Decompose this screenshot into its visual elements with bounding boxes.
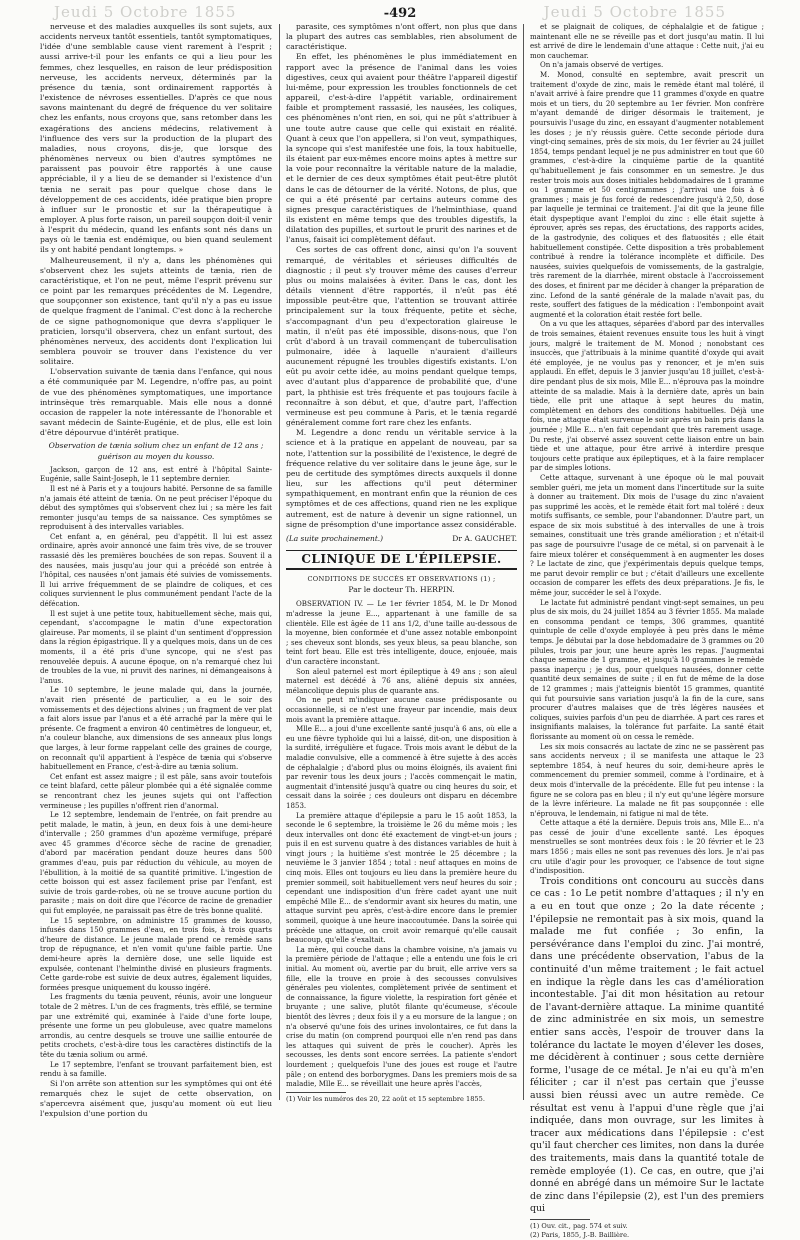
paragraph: Le 12 septembre, lendemain de l'entrée, on fait prendre au petit malade, le matin, à jeun, en deux fois à une demi-heure d'intervalle ; 250 grammes d'un apozème vermifuge, préparé avec 45 grammes d'écorce sèche de racine de grenadier, d'abord par macération pendant douze heures dans 500 grammes d'eau, puis par réduction du véhicule, au moyen de l'ébullition, à la moitié de sa quantité primitive. L'ingestion de cette boisson qui est assez facilement prise par l'enfant, est suivie de trois garde-robes, où ne se trouve aucune portion du parasite ; mais on doit dire que l'écorce de racine de grenadier qui fut employée, ne paraissait pas être de très bonne qualité. — [40, 810, 272, 916]
paragraph: La mère, qui couche dans la chambre voisine, n'a jamais vu la première période de l'attaque ; elle a entendu une fois le cri initial. Au moment où, avertie par du bruit, elle arrive vers sa fille, elle la trouve en proie à des secousses convulsives générales peu violentes, complètement privée de sentiment et de connaissance, la figure violette, la respiration fort gênée et bruyante ; une salive, plutôt filante qu'écumeuse, s'écoule bientôt des lèvres ; deux fois il y a eu morsure de la langue ; on n'a observé qu'une fois des urines involontaires, ce fut dans la crise du matin (on comprend pourquoi elle n'en rend pas dans les attaques qui suivent de près le coucher). Après les secousses, les dents sont encore serrées. La patiente s'endort lourdement ; quelquefois l'une des joues est rouge et l'autre pâle ; on entend des borborygmes. Dans les premiers mois de sa maladie, Mlle E... se réveillait une heure après l'accès, — [286, 944, 517, 1089]
article-signature — [286, 534, 517, 544]
paragraph: Il est sujet à une petite toux, habituellement sèche, mais qui, cependant, s'accompagne le matin d'une expectoration glaireuse. Par moments, il se plaint d'un sentiment d'oppression dans la région épigastrique. Il y a quelques mois, dans un de ces moments, il a été pris d'une syncope, qui ne s'est pas renouvelée depuis. A aucune époque, on n'a remarqué chez lui de troubles de la vue, ni pruvit des narines, ni démangeaisons à l'anus. — [40, 608, 272, 685]
paragraph: Cet enfant a, en général, peu d'appétit. Il lui est assez ordinaire, après avoir annoncé une faim très vive, de se trouver rassasié dès les premières bouchées de son repas. Souvent il a des nausées, mais jusqu'au jour qui a précédé son entrée à l'hôpital, ces nausées n'ont jamais été suivies de vomissements. Il lui arrive fréquemment de se plaindre de coliques, et ces coliques surviennent le plus communément pendant l'acte de la défécation. — [40, 531, 272, 609]
bleed-through-header-right: Jeudi 5 Octobre 1855 — [543, 3, 726, 21]
section-rule — [286, 568, 517, 570]
section-rule — [286, 550, 517, 551]
observation-caption: Observation de tænia solium chez un enfant de 12 ans ; guérison au moyen du kousso. — [48, 441, 264, 461]
column-2 — [286, 22, 517, 1102]
paragraph: Les six mois consacrés au lactate de zinc ne se passèrent pas sans accidents nerveux ; il se manifesta une attaque le 23 septembre 1854, à neuf heures du soir, demi-heure après le commencement du premier sommeil, comme à l'ordinaire, et à deux mois d'intervalle de la précédente. Elle fut peu intense : la figure ne se colora pas en bleu ; il n'y eut qu'une légère morsure de la lèvre inférieure. La malade ne fit pas soupçonnée : elle n'éprouva, le lendemain, ni fatigue ni mal de tête. — [530, 741, 764, 818]
paragraph: Mlle E... a joui d'une excellente santé jusqu'à 6 ans, où elle a eu une fièvre typhoïde qui lui a laissé, dit-on, une disposition à la surdité, irrégulière et fugace. Trois mois avant le début de la maladie convulsive, elle a commencé à être sujette à des accès de céphalalgie ; d'abord plus ou moins éloignés, ils avaient fini par revenir tous les deux jours ; l'accès commençait le matin, augmentait d'intensité jusqu'à quatre ou cinq heures du soir, et cessait dans la soirée ; ces douleurs ont disparu en décembre 1853. — [286, 724, 517, 810]
paragraph: Malheureusement, il n'y a, dans les phénomènes qui s'observent chez les sujets atteints de tænia, rien de caractéristique, et l'on ne peut, même l'esprit prévenu sur ce point par les remarques précédentes de M. Legendre, que soupçonner son existence, tant qu'il n'y a pas eu issue de quelque fragment de l'animal. C'est donc à la recherche de ce signe pathognomonique que devra s'appliquer le praticien, lorsqu'il observera, chez un enfant surtout, des phénomènes nerveux, des accidents dont l'explication lui semblera pouvoir se trouver dans l'existence du ver solitaire. — [40, 255, 272, 367]
article-author: Dr A. GAUCHET. — [452, 533, 517, 543]
paragraph: Cette attaque a été la dernière. Depuis trois ans, Mlle E... n'a pas cessé de jouir d'une excellente santé. Les époques menstruelles se sont montrées deux fois : le 20 février et le 23 mars 1856 ; mais elles ne sont pas revenues dès lors. Je n'ai pas cru utile d'agir pour les provoquer, ce l'absence de tout signe d'indisposition. — [530, 818, 764, 876]
paragraph: M. Legendre a donc rendu un véritable service à la science et à la pratique en appelant de nouveau, par sa note, l'attention sur la possibilité de l'existence, le degré de fréquence relative du ver solitaire dans le jeune âge, sur le peu de certitude des symptômes directs auxquels il donne lieu, sur les affections qu'il peut déterminer sympathiquement, en montrant enfin que la réunion de ces symptômes et de ces affections, quand rien ne les explique autrement, est de nature à devenir un signe rationnel, un signe de présomption d'une importance assez considérable. — [286, 428, 517, 529]
paragraph: On ne peut m'indiquer aucune cause prédisposante ou occasionnelle, si ce n'est une frayeur par incendie, mais deux mois avant la première attaque. — [286, 695, 517, 724]
paragraph: Les fragments du tænia peuvent, réunis, avoir une longueur totale de 2 mètres. L'un de ces fragments, très effilé, se termine par une extrémité qui, examinée à l'aide d'une forte loupe, présente une forme un peu globuleuse, avec quatre mamelons arrondis, au centre desquels se trouve une saillie entourée de petits crochets, c'est-à-dire tous les caractères distinctifs de la tête du tænia solium ou armé. — [40, 992, 272, 1059]
bleed-through-header-left: Jeudi 5 Octobre 1855 — [54, 3, 237, 21]
column-divider — [279, 24, 280, 1100]
footnote: (1) Voir les numéros des 20, 22 août et 15 septembre 1855. — [286, 1094, 485, 1103]
paragraph: Le lactate fut administré pendant vingt-sept semaines, un peu plus de six mois, du 24 juillet 1854 au 3 février 1855. Ma malade en consomma pendant ce temps, 306 grammes, quantité quintuple de celle d'oxyde employée à peu près dans le même temps. Je débutai par la dose hebdomadaire de 3 grammes ou 20 pilules, trois par jour, une heure après les repas. J'augmentai chaque semaine de 1 gramme, et jusqu'à 10 grammes le remède passa inaperçu ; je dus, pour quelques nausées, donner cette quantité deux semaines de suite ; il en fut de même de la dose de 12 grammes ; mais j'atteignis bientôt 15 grammes, quantité qui fut poursuivie sans variation jusqu'à la fin de la cure, sans procurer d'autres malaises que de très légères nausées et coliques, suivies parfois d'un peu de diarrhée. A part ces rares et insignifiants malaises, la tolérance fut parfaite. La santé était florissante au moment où on cessa le remède. — [530, 597, 764, 741]
paragraph: OBSERVATION IV. — Le 1er février 1854, M. le Dr Monod m'adresse la jeune E..., appartenant à une famille de sa clientèle. Elle est âgée de 11 ans 1/2, d'une taille au-dessous de la moyenne, bien conformée et d'une assez notable embonpoint ; ses cheveux sont blonds, ses yeux bleus, sa peau blanche, son teint fort beau. Elle est très intelligente, douce, enjouée, mais d'un caractère inconstant. — [286, 599, 517, 666]
paragraph: Jackson, garçon de 12 ans, est entré à l'hôpital Sainte-Eugénie, salle Saint-Joseph, le 11 septembre dernier. — [40, 464, 272, 484]
footnote-rule — [286, 1092, 346, 1093]
paragraph: Cette attaque, survenant à une époque où le mal pouvait sembler guéri, me jeta un moment dans l'incertitude sur la suite à donner au traitement. Dix mois de l'usage du zinc n'avaient pas supprimé les accès, et le remède était fort mal toléré : deux motifs suffisants, ce semble, pour l'abandonner. D'autre part, un espace de six mois substitué à des intervalles de une à trois semaines, constituait une très grande amélioration ; et n'était-il pas sage de poursuivre l'usage de ce métal, si on parvenait à le faire mieux tolérer et conséquemment à en augmenter les doses ? Le lactate de zinc, que j'expérimentais depuis quelque temps, me parut devoir remplir ce but ; c'était d'ailleurs une excellente occasion de comparer les effets des deux préparations. Je fis, le même jour, succéder le sel à l'oxyde. — [530, 472, 764, 598]
page-number: -492 — [383, 6, 417, 21]
paragraph: nerveuse et des maladies auxquelles ils sont sujets, aux accidents nerveux tantôt essentiels, tantôt symptomatiques, l'idée d'une semblable cause vient rarement à l'esprit ; aussi arrive-t-il pour les enfants ce qui a lieu pour les femmes, chez lesquelles, en raison de leur prédisposition nerveuse, les accidents nerveux, déterminés par la présence du tænia, sont ordinairement rapportés à l'existence de névroses essentielles. D'après ce que nous savons maintenant du degré de fréquence du ver solitaire chez les enfants, nous croyons que, sans retomber dans les exagérations des anciens médecins, relativement à l'influence des vers sur la production de la plupart des maladies, nous croyons, dis-je, que lorsque des phénomènes nerveux ou bien d'autres symptômes ne paraissent pas pouvoir être rapportés à une cause appréciable, il y a lieu de se demander si l'existence d'un tænia ne serait pas pour quelque chose dans le développement de ces accidents, idée pratique bien propre à influer sur le pronostic et sur la thérapeutique à employer. A plus forte raison, un pareil soupçon doit-il venir à l'esprit du médecin, quand les enfants sont nés dans un pays où le tænia est endémique, ou bien quand seulement ils y ont habité pendant longtemps. » — [40, 22, 273, 255]
paragraph: Le 10 septembre, le jeune malade qui, dans la journée, n'avait rien présenté de particulier, a eu le soir des vomissements et des déjections alvines ; un fragment de ver plat a fait alors issue par l'anus et a été arraché par la mère qui le présente. Ce fragment a environ 40 centimètres de longueur, et, n'a couleur blanche, aux dimensions de ses anneaux plus longs que larges, à leur forme rappelant celle des graines de courge, on reconnaît qu'il appartient à l'espèce de tænia qui s'observe habituellement en France, c'est-à-dire au tænia solium. — [40, 685, 272, 772]
paragraph: Trois conditions ont concouru au succès dans ce cas : 1o Le petit nombre d'attaques ; il n'y en a eu en tout que onze ; 2o la date récente ; l'épilepsie ne remontait pas à six mois, quand la malade me fut confiée ; 3o enfin, la persévérance dans l'emploi du zinc. J'ai montré, dans une précédente observation, l'abus de la continuité d'un même traitement ; le fait actuel en indique la règle dans les cas d'amélioration incontestable. J'ai dit mon hésitation au retour de l'avant-dernière attaque. La minime quantité de zinc administrée en six mois, un semestre entier sans accès, l'espoir de trouver dans la tolérance du lactate le moyen d'élever les doses, me décidèrent à continuer ; sous cette dernière forme, l'usage de ce métal. Je n'ai eu qu'à m'en féliciter ; car il n'est pas certain que j'eusse aussi bien réussi avec un autre remède. Ce résultat est venu à l'appui d'une règle que j'ai indiquée, dans mon ouvrage, sur les limites à tracer aux médications dans l'épilepsie : c'est qu'il faut chercher ces limites, non dans la durée des traitements, mais dans la quantité totale de remède employée (1). Ce cas, en outre, que j'ai donné en abrégé dans un mémoire Sur le lactate de zinc dans l'épilepsie (2), est l'un des premiers qui — [530, 875, 764, 1215]
paragraph: Si l'on arrête son attention sur les symptômes qui ont été remarqués chez le sujet de cette observation, on s'apercevra aisément que, jusqu'au moment où eut lieu l'expulsion d'une portion du — [40, 1078, 272, 1119]
paragraph: Cet enfant est assez maigre ; il est pâle, sans avoir toutefois ce teint blafard, cette pâleur plombée qui a été signalée comme se rencontrant chez les jeunes sujets qui ont l'affection vermineuse ; les pupilles n'offrent rien d'anormal. — [40, 771, 272, 810]
paragraph: et se plaignait de coliques, de céphalalgie et de fatigue ; maintenant elle ne se réveille pas et dort jusqu'au matin. Il lui est arrivé de dire le lendemain d'une attaque : Cette nuit, j'ai eu mon cauchemar. — [530, 22, 764, 60]
paragraph: L'observation suivante de tænia dans l'enfance, qui nous a été communiquée par M. Legendre, n'offre pas, au point de vue des phénomènes symptomatiques, une importance intrinsèque très remarquable. Mais elle nous a donné occasion de rappeler la note intéressante de l'honorable et savant médecin de Sainte-Eugénie, et de plus, elle est loin d'être dépourvue d'intérêt pratique. — [40, 367, 272, 438]
paragraph: M. Monod, consulté en septembre, avait prescrit un traitement d'oxyde de zinc, mais le remède étant mal toléré, il n'avait arrivé à faire prendre que 11 grammes d'oxyde en quatre mois et un tiers, du 20 septembre au 1er février. Mon confrère m'ayant demandé de diriger désormais le traitement, je poursuivis l'usage du zinc, en essayant d'augmenter notablement les doses ; je n'y réussis guère. Cette seconde période dura vingt-cinq semaines, près de six mois, du 1er février au 24 juillet 1854, temps pendant lequel je ne pus administrer en tout que 60 grammes, c'est-à-dire la cinquième partie de la quantité qu'habituellement je fais consommer en un semestre. Je dus rester trois mois aux doses initiales hebdomadaires de 1 gramme ou 1 gramme et 50 centigrammes ; j'arrivai une fois à 6 grammes ; mais je fus forcé de redescendre jusqu'à 2,50, dose par laquelle je terminai ce traitement. J'ai dit que la jeune fille était dyspeptique avant l'emploi du zinc : elle était sujette à éprouver, après ses repas, des éructations, des rapports acides, de la gastrodynie, des coliques et des flatuosités ; elle était habituellement constipée. Cette disposition a très probablement contribué à rendre la tolérance incomplète et difficile. Des nausées, suivies quelquefois de vomissements, de la gastralgie, très rarement de la diarrhée, mirent obstacle à l'accroissement des doses, et finirent par me décider à changer la préparation de zinc. Lefond de la santé générale de la malade n'avait pas, du reste, souffert des fatigues de la médication : l'embonpoint avait augmenté et la coloration était restée fort belle. — [530, 69, 764, 319]
section-subtitle: CONDITIONS DE SUCCÈS ET OBSERVATIONS (1) ; — [307, 575, 496, 584]
paragraph: Il est né à Paris et y a toujours habité. Personne de sa famille n'a jamais été atteint de tænia. On ne peut préciser l'époque du début des symptômes qui s'observent chez lui ; sa mère les fait remonter jusqu'au temps de sa naissance. Ces symptômes se reproduisent à des intervalles variables. — [40, 483, 272, 532]
paragraph: La première attaque d'épilepsie a paru le 15 août 1853, la seconde le 6 septembre, la troisième le 26 du même mois ; les deux intervalles ont donc été exactement de vingt-et-un jours ; puis il en est survenu quatre à des distances variables de huit à vingt jours ; la huitième s'est montrée le 25 décembre ; la neuvième le 3 janvier 1854 ; total : neuf attaques en moins de cinq mois. Elles ont toujours eu lieu dans la première heure du premier sommeil, soit habituellement vers neuf heures du soir ; cependant une indisposition d'un frère cadet ayant une nuit empêché Mlle E... de s'endormir avant six heures du matin, une attaque survint peu après, c'est-à-dire encore dans le premier sommeil, quoique à une heure inaccoutumée. Dans la soirée qui précède une attaque, on croit avoir remarqué qu'elle causait beaucoup, qu'elle s'exaltait. — [286, 810, 517, 945]
paragraph: On a vu que les attaques, séparées d'abord par des intervalles de trois semaines, étaient revenues ensuite tous les huit à vingt jours, malgré le traitement de M. Monod ; nonobstant ces insuccès, que j'attribuais à la minime quantité d'oxyde qui avait été employée, je ne voulus pas y renoncer, et je m'en suis applaudi. En effet, depuis le 3 janvier jusqu'au 18 juillet, c'est-à-dire pendant plus de six mois, Mlle E... n'éprouva pas la moindre atteinte de sa maladie. Mais à la dernière date, après un bain tiède, elle prit une attaque à sept heures du matin, complètement en dehors des conditions habituelles. Déjà une fois, une attaque était survenue le soir après un bain pris dans la journée ; Mlle E... n'en fait cependant que très rarement usage. Du reste, j'ai observé assez souvent cette liaison entre un bain tiède et une attaque, pour être arrivé à interdire presque toujours cette pratique aux épileptiques, et à la faire remplacer par de simples lotions. — [530, 319, 764, 473]
column-3 — [530, 22, 764, 1239]
paragraph: Le 17 septembre, l'enfant se trouvant parfaitement bien, est rendu à sa famille. — [40, 1059, 272, 1079]
column-1 — [40, 22, 273, 1119]
column-divider — [523, 24, 524, 1100]
section-title: CLINIQUE DE L'ÉPILEPSIE. — [301, 551, 502, 566]
footnote: (1) Ouv. cit., pag. 574 et suiv. — [530, 1221, 628, 1230]
footnote-rule — [530, 1219, 590, 1220]
paragraph: Son aïeul paternel est mort épileptique à 49 ans ; son aïeul maternel est décédé à 76 ans, aliéné depuis six années, mélancolique depuis plus de quarante ans. — [286, 666, 517, 695]
paragraph: Le 15 septembre, on administre 15 grammes de kousso, infusés dans 150 grammes d'eau, en trois fois, à trois quarts d'heure de distance. Le jeune malade prend ce remède sans trop de répugnance, et n'en vomit qu'une faible partie. Une demi-heure après la dernière dose, une selle liquide est expulsée, contenant l'helminthe divisé en plusieurs fragments. Cette garde-robe est suivie de deux autres, également liquides, formées presque uniquement du kousso ingéré. — [40, 915, 272, 992]
paragraph: parasite, ces symptômes n'ont offert, non plus que dans la plupart des autres cas semblables, rien absolument de caractéristique. — [286, 22, 517, 52]
section-author: Par le docteur Th. HERPIN. — [348, 585, 455, 595]
paragraph: En effet, les phénomènes le plus immédiatement en rapport avec la présence de l'animal dans les voies digestives, ceux qui avaient pour théâtre l'appareil digestif lui-même, pour expression les troubles fonctionnels de cet appareil, c'est-à-dire l'appétit variable, ordinairement faible et promptement rassasié, les nausées, les coliques, ces phénomènes n'ont rien, en soi, qui ne pût s'attribuer à une toute autre cause que celle qui existait en réalité. Quant à ceux que l'on appellera, si l'on veut, sympathiques, la syncope qui s'est manifestée une fois, la toux habituelle, ils étaient par eux-mêmes encore moins aptes à mettre sur la voie pour reconnaître la véritable nature de la maladie, et le dernier de ces deux symptômes était peut-être plutôt dans le cas de détourner de la vérité. Notons, de plus, que ce qui a été présenté par certains auteurs comme des signes presque caractéristiques de l'helminthiase, quand ils existent en même temps que des troubles digestifs, la dilatation des pupilles, et surtout le prurit des narines et de l'anus, faisait ici complètement défaut. — [286, 52, 517, 245]
paragraph: Ces sortes de cas offrent donc, ainsi qu'on l'a souvent remarqué, de véritables et sérieuses difficultés de diagnostic ; il peut s'y trouver même des causes d'erreur plus ou moins malaisées à éviter. Dans le cas, dont les détails viennent d'être rapportés, il n'eût pas été impossible peut-être que, l'attention se trouvant attirée principalement sur la toux fréquente, petite et sèche, s'accompagnant d'un peu d'expectoration glaireuse le matin, il n'eût pas été impossible, disons-nous, que l'on crût d'abord à un travail commençant de tuberculisation pulmonaire, idée à laquelle n'auraient d'ailleurs aucunement répugné les troubles digestifs existants. L'on eût pu avoir cette idée, au moins pendant quelque temps, avec d'autant plus d'apparence de probabilité que, d'une part, la phthisie est très fréquente et pas toujours facile à reconnaître à son début, et que, d'autre part, l'affection vermineuse est peu commune à Paris, et le tænia regardé généralement comme fort rare chez les enfants. — [286, 245, 517, 428]
continuation-note: (La suite prochainement.) — [286, 533, 384, 543]
paragraph: On n'a jamais observé de vertiges. — [540, 60, 664, 70]
footnote: (2) Paris, 1855, J.-B. Baillière. — [530, 1230, 630, 1239]
